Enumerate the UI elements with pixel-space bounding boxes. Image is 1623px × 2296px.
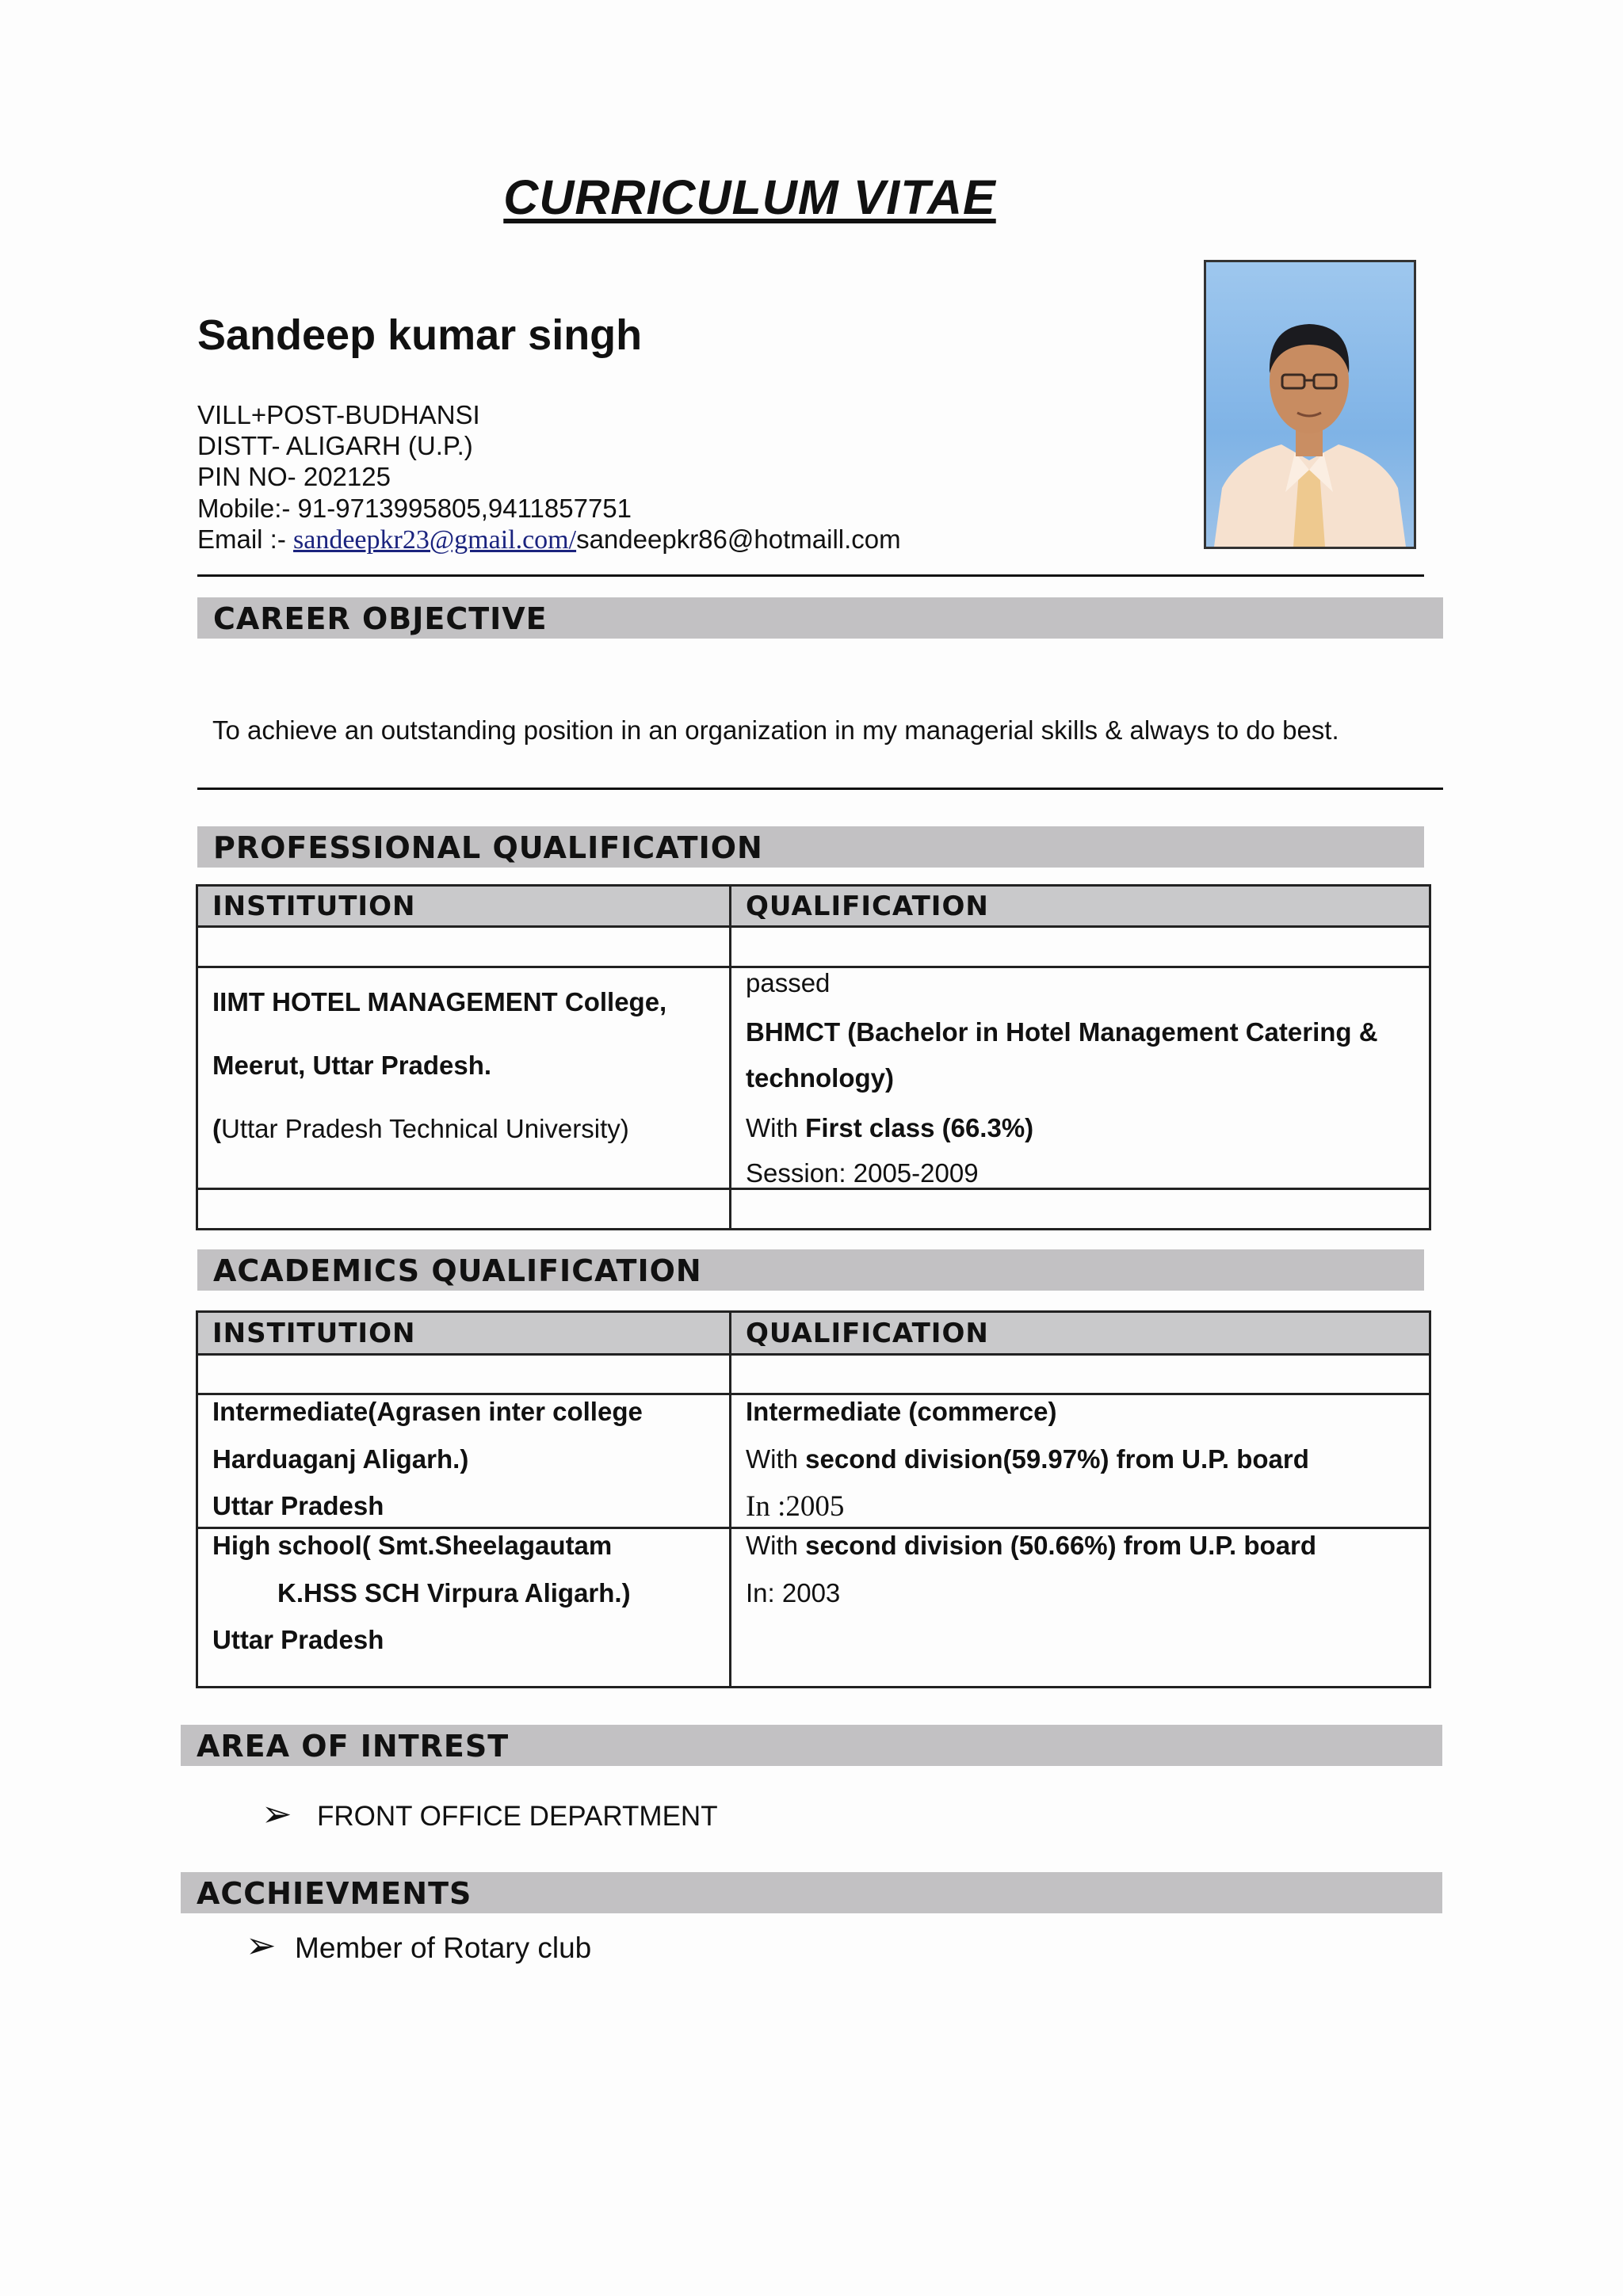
- table-header-row: [197, 1312, 1430, 1355]
- table-row: [197, 1528, 1430, 1688]
- inst-line-3: Uttar Pradesh: [212, 1491, 384, 1520]
- qualification-cell: [731, 1394, 1430, 1528]
- address-pin: PIN NO- 202125: [197, 462, 391, 491]
- email-link[interactable]: sandeepkr23@gmail.com/: [293, 525, 577, 555]
- qual-class-line: [746, 1113, 1033, 1143]
- inst-line-1: Intermediate(Agrasen inter college: [212, 1397, 643, 1426]
- address-line-2: DISTT- ALIGARH (U.P.): [197, 431, 473, 460]
- col-header-qualification: QUALIFICATION: [731, 886, 1430, 927]
- address-mobile: Mobile:- 91-9713995805,9411857751: [197, 494, 632, 523]
- qualification-cell: [731, 1528, 1430, 1688]
- portrait-illustration: [1206, 262, 1414, 547]
- interest-item: FRONT OFFICE DEPARTMENT: [317, 1801, 718, 1832]
- section-professional-qualification: [197, 826, 1424, 868]
- professional-table: [196, 884, 1431, 1230]
- inst-line-2: Meerut, Uttar Pradesh.: [212, 1051, 492, 1080]
- qual-division-line: [746, 1531, 1316, 1561]
- section-heading: PROFESSIONAL QUALIFICATION: [213, 830, 763, 865]
- col-header-institution: INSTITUTION: [197, 886, 731, 927]
- institution-cell: [197, 1394, 731, 1528]
- candidate-name: Sandeep kumar singh: [197, 311, 643, 359]
- qual-year: In :2005: [746, 1490, 845, 1523]
- table-row: [197, 1394, 1430, 1528]
- section-heading: AREA OF INTREST: [197, 1729, 510, 1764]
- email-alt: sandeepkr86@hotmaill.com: [576, 524, 901, 554]
- qual-division: second division(59.97%) from U.P. board: [805, 1444, 1309, 1474]
- qual-year: In: 2003: [746, 1578, 841, 1608]
- qual-with: With: [746, 1444, 806, 1474]
- achievement-item: Member of Rotary club: [295, 1932, 592, 1964]
- bullet-arrow-icon: ➢: [262, 1792, 292, 1835]
- col-header-institution: INSTITUTION: [197, 1312, 731, 1355]
- table-header-row: [197, 886, 1430, 927]
- section-achievements: [181, 1872, 1442, 1913]
- address-email: [197, 524, 901, 556]
- inst-line-3: Uttar Pradesh: [212, 1625, 384, 1654]
- academics-table: [196, 1310, 1431, 1688]
- section-career-objective: [197, 597, 1443, 639]
- institution-cell: [197, 967, 731, 1189]
- inst-line-2: Harduaganj Aligarh.): [212, 1444, 469, 1474]
- section-heading: ACADEMICS QUALIFICATION: [213, 1253, 702, 1288]
- bullet-arrow-icon: ➢: [246, 1924, 277, 1966]
- section-academics-qualification: [197, 1249, 1424, 1291]
- qual-division: second division (50.66%) from U.P. board: [805, 1531, 1317, 1560]
- table-row: [197, 967, 1430, 1189]
- inst-line-3: [212, 1114, 629, 1144]
- header-divider: [197, 574, 1424, 577]
- qual-with: With: [746, 1531, 806, 1560]
- inst-line-1: IIMT HOTEL MANAGEMENT College,: [212, 987, 667, 1016]
- table-row: [197, 1189, 1430, 1230]
- inst-line-1: High school( Smt.Sheelagautam: [212, 1531, 613, 1560]
- inst-university: Uttar Pradesh Technical University): [221, 1114, 629, 1143]
- section-heading: CAREER OBJECTIVE: [213, 601, 548, 636]
- qual-line-2: technology): [746, 1063, 894, 1093]
- address-line-1: VILL+POST-BUDHANSI: [197, 400, 480, 429]
- document-title: CURRICULUM VITAE: [503, 170, 996, 224]
- qual-with: With: [746, 1113, 806, 1142]
- section-heading: ACCHIEVMENTS: [197, 1876, 472, 1911]
- inst-line-2: K.HSS SCH Virpura Aligarh.): [277, 1578, 631, 1608]
- qual-line-1: BHMCT (Bachelor in Hotel Management Catering &: [746, 1017, 1378, 1047]
- objective-divider: [197, 788, 1443, 790]
- candidate-photo: [1204, 260, 1416, 549]
- qual-line-1: Intermediate (commerce): [746, 1397, 1057, 1426]
- qual-class: First class (66.3%): [805, 1113, 1034, 1142]
- table-row: [197, 1355, 1430, 1394]
- qual-session: Session: 2005-2009: [746, 1158, 979, 1188]
- career-objective-text: To achieve an outstanding position in an organization in my managerial skills & always to do best.: [212, 715, 1339, 745]
- section-area-of-interest: [181, 1725, 1442, 1766]
- email-label: Email :-: [197, 524, 294, 554]
- table-row: [197, 927, 1430, 967]
- col-header-qualification: QUALIFICATION: [731, 1312, 1430, 1355]
- qual-division-line: [746, 1444, 1309, 1474]
- qualification-cell: [731, 967, 1430, 1189]
- inst-paren: (: [212, 1114, 221, 1143]
- qual-passed: passed: [746, 968, 831, 997]
- institution-cell: [197, 1528, 731, 1688]
